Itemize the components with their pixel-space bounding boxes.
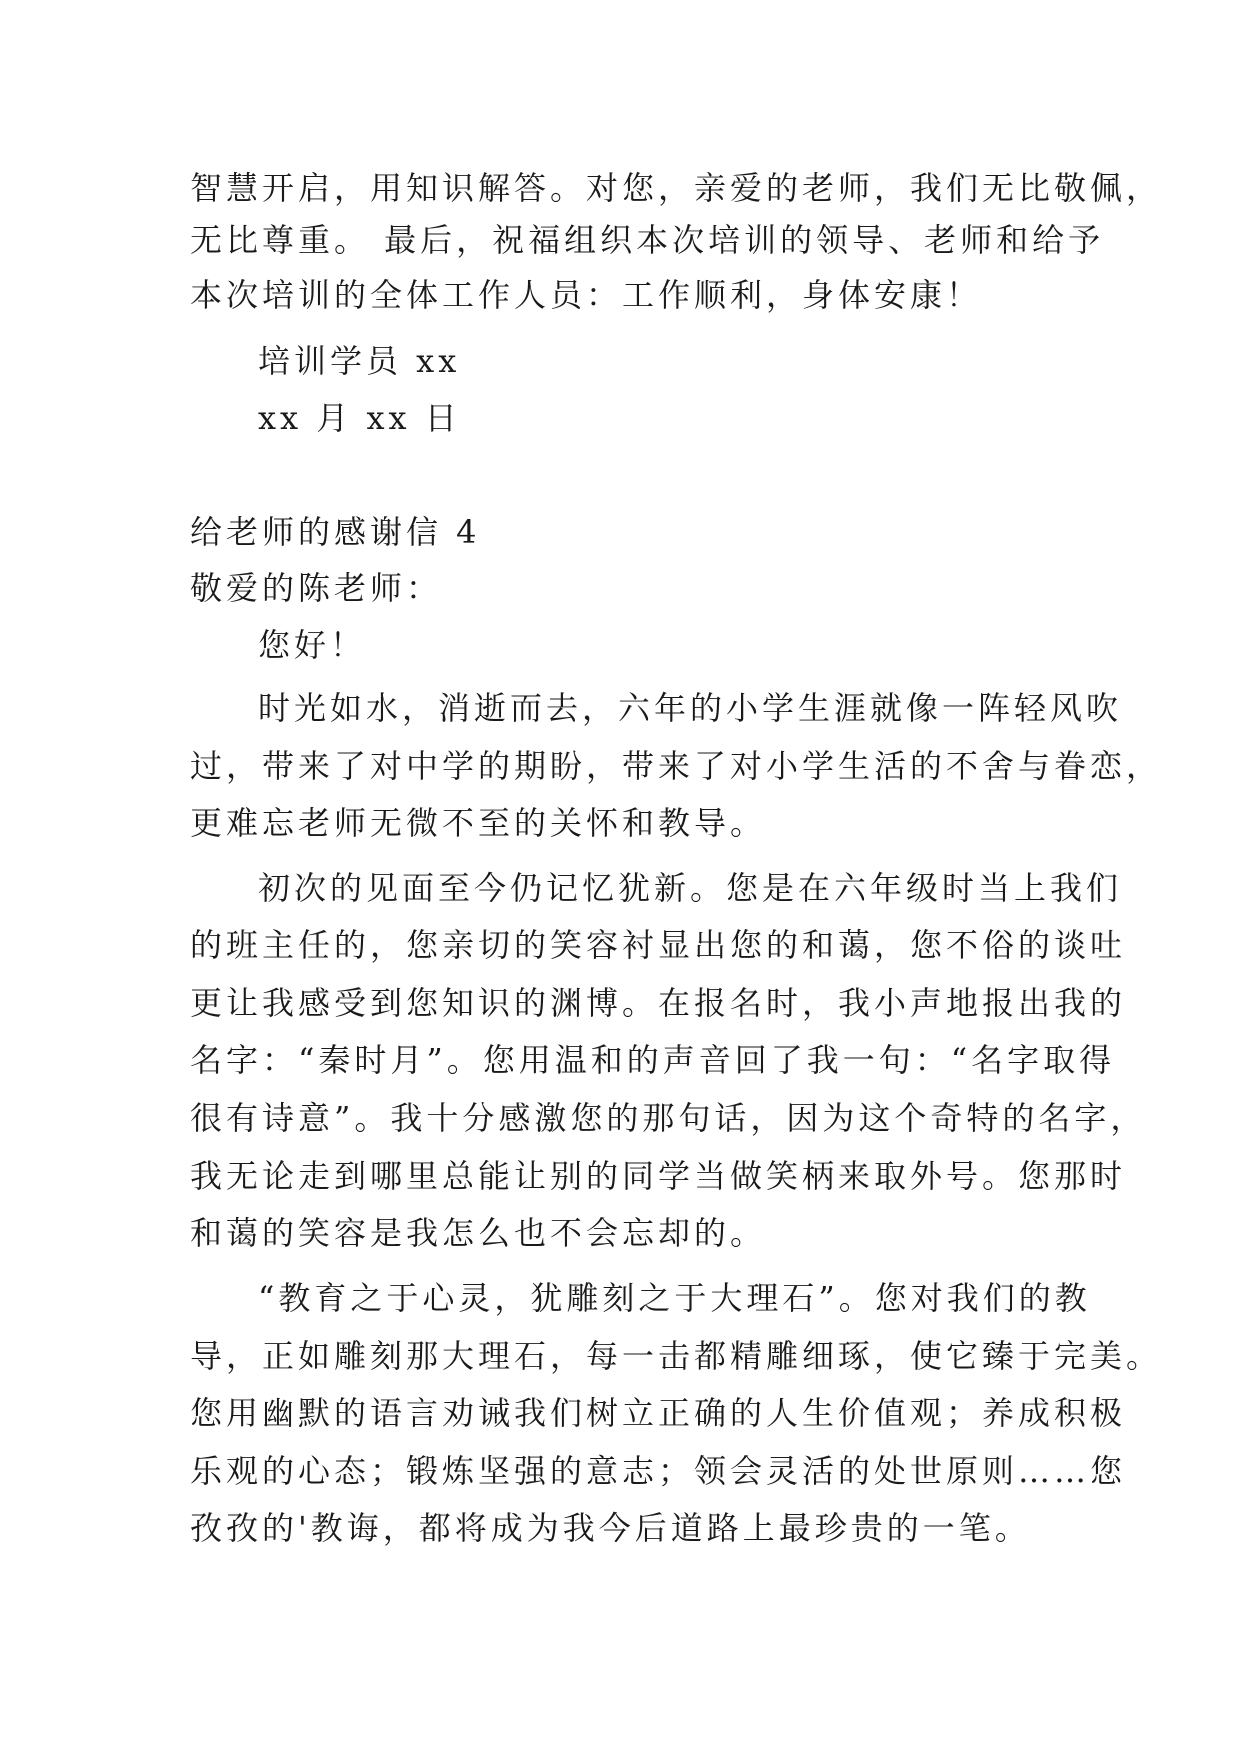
text-line: 过，带来了对中学的期盼，带来了对小学生活的不舍与眷恋， — [190, 747, 1163, 785]
text-line: “教育之于心灵，犹雕刻之于大理石”。您对我们的教 — [258, 1279, 1091, 1317]
signature-date: xx 月 xx 日 — [258, 399, 461, 437]
text-line: 初次的见面至今仍记忆犹新。您是在六年级时当上我们 — [258, 869, 1123, 907]
text-line: 我无论走到哪里总能让别的同学当做笑柄来取外号。您那时 — [190, 1157, 1127, 1195]
text-line: 导，正如雕刻那大理石，每一击都精雕细琢，使它臻于完美。 — [190, 1337, 1163, 1375]
text-line: 的班主任的，您亲切的笑容衬显出您的和蔼，您不俗的谈吐 — [190, 926, 1127, 964]
text-line: 您用幽默的语言劝诫我们树立正确的人生价值观；养成积极 — [190, 1394, 1127, 1432]
text-line: 更让我感受到您知识的渊博。在报名时，我小声地报出我的 — [190, 984, 1127, 1022]
text-line: 很有诗意”。我十分感激您的那句话，因为这个奇特的名字， — [190, 1099, 1147, 1137]
text-line: 乐观的心态；锻炼坚强的意志；领会灵活的处世原则……您 — [190, 1452, 1127, 1490]
text-line: 更难忘老师无微不至的关怀和教导。 — [190, 804, 767, 842]
salutation: 敬爱的陈老师： — [190, 569, 443, 607]
text-line: 时光如水，消逝而去，六年的小学生涯就像一阵轻风吹 — [258, 689, 1123, 727]
text-line: 本次培训的全体工作人员：工作顺利，身体安康！ — [190, 276, 983, 314]
text-line: 智慧开启，用知识解答。对您，亲爱的老师，我们无比敬佩， — [190, 169, 1163, 207]
text-line: 和蔼的笑容是我怎么也不会忘却的。 — [190, 1214, 767, 1252]
greeting: 您好！ — [258, 626, 367, 664]
text-line: 无比尊重。 最后，祝福组织本次培训的领导、老师和给予 — [190, 221, 1105, 259]
letter-title: 给老师的感谢信 4 — [190, 513, 481, 551]
signature: 培训学员 xx — [258, 342, 461, 380]
text-line: 孜孜的'教诲，都将成为我今后道路上最珍贵的一笔。 — [190, 1509, 1031, 1547]
text-line: 名字：“秦时月”。您用温和的声音回了我一句：“名字取得 — [190, 1041, 1116, 1079]
